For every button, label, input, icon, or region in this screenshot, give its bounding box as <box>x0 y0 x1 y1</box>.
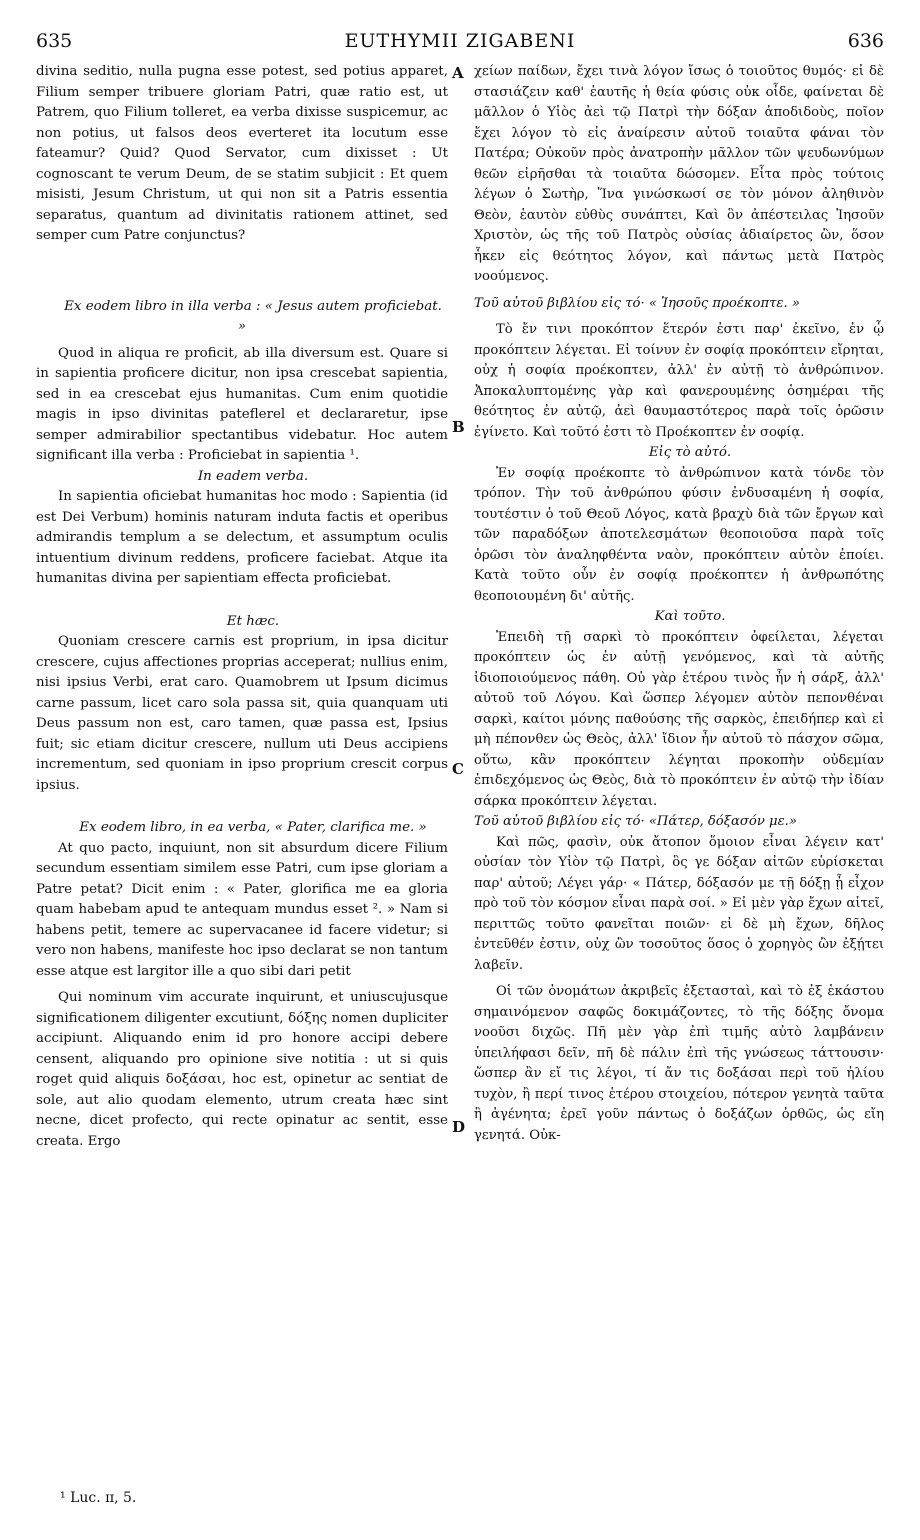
latin-heading: Ex eodem libro, in ea verba, « Pater, clarifica me. » <box>79 820 427 835</box>
greek-heading: Εἰς τὸ αὐτό. <box>648 445 732 460</box>
section-marker-a: A <box>452 64 464 82</box>
running-title: EUTHYMII ZIGABENI <box>344 30 576 52</box>
greek-column <box>474 62 884 1146</box>
greek-paragraph: Οἱ τῶν ὀνομάτων ἀκριβεῖς ἐξετασταὶ, καὶ τὸ ἐξ ἑκάστου σημαινόμενον σαφῶς δοκιμάζοντες, τὸ τῆς δόξης ὄνομα νοοῦσι διχῶς. Πῆ μὲν γὰρ ἐπὶ τιμῆς αὐτὸ λαμβάνειν ὑπειλήφασι δεῖν, πῆ δὲ πάλιν ἐπὶ τῆς γνώσεως τάττουσιν· ὥσπερ ἂν εἴ τις λέγοι, τί ἄν τις δοξάσαι περὶ τοῦ ἡλίου τυχὸν, ἢ περί τινος ἑτέρου στοιχείου, πότερον γενητὰ ταῦτα ἢ ἀγένητα; ἐρεῖ γοῦν πάντως ὁ δοξάζων ὀρθῶς, ὡς εἴη γενητά. Οὐκ- <box>474 984 884 1143</box>
greek-paragraph: Ἐπειδὴ τῇ σαρκὶ τὸ προκόπτειν ὀφείλεται, λέγεται προκόπτειν ὡς ἐν αὐτῇ γενόμενος, καὶ τὰ αὐτῆς ἰδιοποιούμενος πάθη. Οὐ γὰρ ἑτέρου τινὸς ἦν ἡ σάρξ, ἀλλ' αὐτοῦ τοῦ Λόγου. Καὶ ὥσπερ λέγομεν αὐτὸν πεπονθέναι σαρκὶ, καίτοι μόνης παθούσης τῆς σαρκὸς, ἐπειδήπερ καὶ εἰ μὴ πέπονθεν ὡς Θεὸς, ἀλλ' ἴδιον ἦν αὐτοῦ τὸ πάσχον σῶμα, οὕτω, κἂν προκόπτειν λέγηται προκοπὴν οὐδεμίαν ἐπιδεχόμενος ὡς Θεὸς, διὰ τὸ προκόπτειν ἐν αὐτῷ τὴν ἰδίαν σάρκα προκόπτειν λέγεται. <box>474 629 884 809</box>
latin-heading: Et hæc. <box>226 613 280 629</box>
greek-heading: Καὶ τοῦτο. <box>654 609 726 624</box>
page-number-right: 636 <box>847 30 884 52</box>
latin-paragraph: In sapientia oficiebat humanitas hoc modo : Sapientia (id est Dei Verbum) hominis naturam induta factis et operibus admirandis templum a se delectum, et assumptum oculis intuentium divinum reddens, proficere faciebat. Atque ita humanitas divina per sapientiam effecta proficiebat. <box>36 489 448 586</box>
greek-paragraph: Τὸ ἔν τινι προκόπτον ἕτερόν ἐστι παρ' ἐκεῖνο, ἐν ᾧ προκόπτειν λέγεται. Εἰ τοίνυν ἐν σοφίᾳ προκόπτειν εἴρηται, οὐχ ἡ σοφία προέκοπτεν, ἀλλ' ἐν αὐτῇ τὸ ἀνθρώπινον. Ἀποκαλυπτομένης γὰρ καὶ φανερουμένης ὁσημέραι τῆς θεότητος ἐν αὐτῷ, ἀεὶ θαυμαστότερος παρὰ τοῖς ὁρῶσιν ἐγίνετο. Καὶ τοῦτό ἐστι τὸ Προέκοπτεν ἐν σοφίᾳ. <box>474 322 884 440</box>
latin-heading: Ex eodem libro in illa verba : « Jesus autem proficiebat. » <box>64 298 442 334</box>
latin-paragraph: divina seditio, nulla pugna esse potest, sed potius apparet, Filium semper tribuere gloriam Patri, quæ ratio est, ut Patrem, quo Filium tolleret, ea verba dixisse suspicemur, ac non potius, ut falsos deos everteret ita locutum esse fateamur? Quid? Quod Servator, cum dixisset : Ut cognoscant te verum Deum, de se statim subjicit : Et quem misisti, Jesum Christum, ut qui non sit a Patris essentia separatus, quantum ad divinitatis rationem attinet, sed semper cum Patre conjunctus? <box>36 64 448 243</box>
running-header <box>36 30 884 60</box>
section-marker-d: D <box>452 1118 466 1136</box>
footnote: ¹ Luc. ɪɪ, 5. <box>60 1490 137 1506</box>
greek-heading: Τοῦ αὐτοῦ βιβλίου εἰς τό· «Πάτερ, δόξασόν με.» <box>474 814 797 829</box>
greek-paragraph: Καὶ πῶς, φασὶν, οὐκ ἄτοπον ὅμοιον εἶναι λέγειν κατ' οὐσίαν τὸν Υἱὸν τῷ Πατρὶ, ὃς γε δόξαν αἰτῶν εὑρίσκεται παρ' αὐτοῦ; Λέγει γάρ· « Πάτερ, δόξασόν με τῇ δόξῃ ᾗ εἶχον πρὸ τοῦ τὸν κόσμον εἶναι παρὰ σοί. » Εἰ μὲν γὰρ ἔχων αἰτεῖ, περιττῶς τοῦτο φανεῖται ποιῶν· εἰ δὲ μὴ ἔχων, δῆλος ἐντεῦθέν ἐστιν, οὐχ ὢν τοσοῦτος ὅσος ὁ χορηγὸς ὢν ἐξῄτει λαβεῖν. <box>474 834 884 973</box>
latin-paragraph: At quo pacto, inquiunt, non sit absurdum dicere Filium secundum essentiam similem esse Patri, cum ipse gloriam a Patre petat? Dicit enim : « Pater, glorifica me ea gloria quam habebam apud te antequam mundus esset ². » Nam si habens petit, temere ac supervacanee id facere videtur; si vero non habens, manifeste hoc ipso declarat se non tantum esse atque est largitor ille a quo sibi dari petit <box>36 840 448 979</box>
latin-heading: In eadem verba. <box>197 468 309 484</box>
greek-heading: Τοῦ αὐτοῦ βιβλίου εἰς τό· « Ἰησοῦς προέκοπτε. » <box>474 295 800 311</box>
page-number-left: 635 <box>36 30 73 52</box>
latin-paragraph: Quod in aliqua re proficit, ab illa diversum est. Quare si in sapientia proficere dicitur, non ipsa crescebat sapientia, sed in ea crescebat ejus humanitas. Cum enim quotidie magis in ipso divinitas pateflerel et declararetur, ipse semper admirabilior spectantibus videbatur. Hoc autem significant illa verba : Proficiebat in sapientia ¹. <box>36 345 448 463</box>
section-marker-c: C <box>452 760 464 778</box>
greek-paragraph: Ἐν σοφίᾳ προέκοπτε τὸ ἀνθρώπινον κατὰ τόνδε τὸν τρόπον. Τὴν τοῦ ἀνθρώπου φύσιν ἐνδυσαμένη ἡ σοφία, τουτέστιν ὁ τοῦ Θεοῦ Λόγος, κατὰ βραχὺ διὰ τῶν ἔργων καὶ τῶν παραδόξων ἀποτελεσμάτων θεοποιοῦσα παρὰ τοῖς ὁρῶσι τὸν ἀναληφθέντα ναὸν, προκόπτειν αὐτὸν ἐποίει. Κατὰ τοῦτο οὖν ἐν σοφίᾳ προέκοπτεν ἡ ἀνθρωπότης θεοποιουμένη δι' αὐτῆς. <box>474 465 884 604</box>
latin-paragraph: Quoniam crescere carnis est proprium, in ipsa dicitur crescere, cujus affectiones proprias acceperat; nullius enim, nisi ipsius Verbi, erat caro. Quamobrem ut Ipsum dicimus carne passum, licet caro sola passa sit, quia quanquam uti Deus passum non est, caro tamen, quæ passa est, Ipsius fuit; sic etiam dicitur crescere, nullum uti Deus accipiens incrementum, sed quoniam in ipso proprium crescit corpus ipsius. <box>36 634 448 793</box>
greek-paragraph: χείων παίδων, ἔχει τινὰ λόγον ἴσως ὁ τοιοῦτος θυμός· εἰ δὲ στασιάζειν καθ' ἑαυτῆς ἡ θεία φύσις οὐκ οἶδε, φαίνεται δὲ μᾶλλον ὁ Υἱὸς ἀεὶ τῷ Πατρὶ τὴν δόξαν ἀποδιδοὺς, ποῖον ἔχει λόγον τὸ εἰς ἀναίρεσιν αὐτοῦ τοιαῦτα φάναι τὸν Πατέρα; Οὐκοῦν πρὸς ἀνατροπὴν μᾶλλον τῶν ψευδωνύμων θεῶν εἰρῆσθαι τὰ τοιαῦτα δώσομεν. Εἶτα πρὸς τούτοις λέγων ὁ Σωτὴρ, Ἵνα γινώσκωσί σε τὸν μόνον ἀληθινὸν Θεὸν, ἑαυτὸν εὐθὺς συνάπτει, Καὶ ὃν ἀπέστειλας Ἰησοῦν Χριστὸν, ὡς τῆς τοῦ Πατρὸς οὐσίας ἀδιαίρετος ὢν, ὅσον ἧκεν εἰς θεότητος λόγον, καὶ πάντως μετὰ Πατρὸς νοούμενος. <box>474 64 884 284</box>
latin-paragraph: Qui nominum vim accurate inquirunt, et uniuscujusque significationem diligenter excutiunt, δόξης nomen dupliciter accipiunt. Aliquando enim id pro honore accipi debere censent, aliquando pro opinione sive notitia : ut si quis roget quid aliquis δοξάσαι, hoc est, opinetur ac sentiat de sole, aut alio quodam elemento, utrum creata hæc sint necne, dicet profecto, qui recte opinatur ac sentit, esse creata. Ergo <box>36 990 448 1149</box>
latin-column <box>36 62 448 1152</box>
section-marker-b: B <box>452 418 465 436</box>
